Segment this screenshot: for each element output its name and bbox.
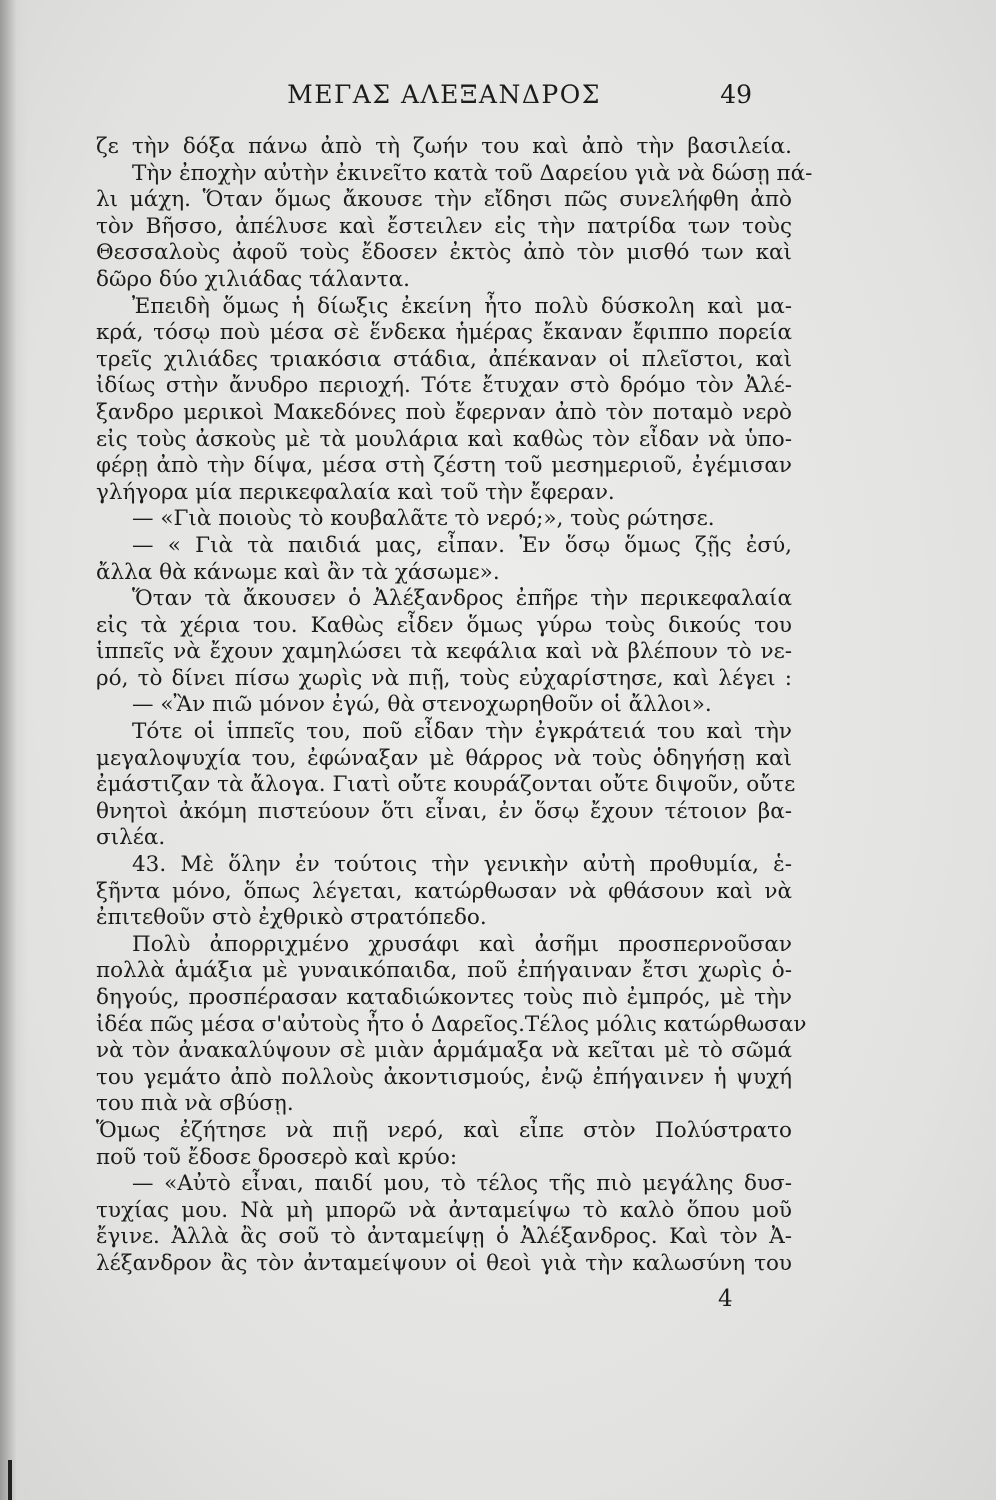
text-line: ἔγινε. Ἀλλὰ ἂς σοῦ τὸ ἀνταμείψῃ ὁ Ἀλέξανδρος. Καὶ τὸν Ἀ- [96,1224,792,1250]
text-line: εἰς τοὺς ἀσκοὺς μὲ τὰ μουλάρια καὶ καθὼς τὸν εἶδαν νὰ ὑπο- [96,426,792,452]
text-line: ξῆντα μόνο, ὅπως λέγεται, κατώρθωσαν νὰ φθάσουν καὶ νὰ [96,878,792,904]
text-line: του πιὰ νὰ σβύσῃ. [96,1091,294,1117]
body-text [96,134,813,1278]
text-line: ἐπιτεθοῦν στὸ ἐχθρικὸ στρατόπεδο. [96,905,487,931]
text-line: κρά, τόσῳ ποὺ μέσα σὲ ἕνδεκα ἡμέρας ἔκαναν ἔφιππο πορεία [96,320,792,346]
text-line: Ὅμως ἐζήτησε νὰ πιῇ νερό, καὶ εἶπε στὸν Πολύστρατο [96,1117,792,1143]
text-line: ποῦ τοῦ ἔδοσε δροσερὸ καὶ κρύο: [96,1144,458,1170]
text-line: — «Αὐτὸ εἶναι, παιδί μου, τὸ τέλος τῆς πιὸ μεγάλης δυσ- [132,1171,792,1197]
text-line: — «Ἂν πιῶ μόνον ἐγώ, θὰ στενοχωρηθοῦν οἱ ἄλλοι». [132,692,712,718]
text-line: Πολὺ ἀπορριχμένο χρυσάφι καὶ ἀσῆμι προσπερνοῦσαν [132,931,792,957]
text-line: — « Γιὰ τὰ παιδιά μας, εἶπαν. Ἐν ὅσῳ ὅμως ζῇς ἐσύ, [132,532,792,558]
text-line: ρό, τὸ δίνει πίσω χωρὶς νὰ πιῇ, τοὺς εὐχαρίστησε, καὶ λέγει : [96,665,792,691]
text-line: 43. Μὲ ὅλην ἐν τούτοις τὴν γενικὴν αὐτὴ προθυμία, ἑ- [132,852,792,878]
text-line: δηγούς, προσπέρασαν καταδιώκοντες τοὺς πιὸ ἐμπρός, μὲ τὴν [96,985,792,1010]
text-line: γλήγορα μία περικεφαλαία καὶ τοῦ τὴν ἔφεραν. [96,479,615,505]
text-line: ἄλλα θὰ κάνωμε καὶ ἂν τὰ χάσωμε». [96,559,500,585]
text-line: του γεμάτο ἀπὸ πολλοὺς ἀκοντισμούς, ἐνῷ ἐπήγαινεν ἡ ψυχή [96,1064,792,1090]
text-line: τυχίας μου. Νὰ μὴ μπορῶ νὰ ἀνταμείψω τὸ καλὸ ὅπου μοῦ [96,1197,792,1223]
page-header [96,80,792,120]
text-line: πολλὰ ἁμάξια μὲ γυναικόπαιδα, ποῦ ἐπήγαιναν ἔτσι χωρὶς ὁ- [96,958,792,984]
text-line: Τότε οἱ ἱππεῖς του, ποῦ εἶδαν τὴν ἐγκράτειά του καὶ τὴν [132,719,792,745]
text-line: ἐμάστιζαν τὰ ἄλογα. Γιατὶ οὔτε κουράζονται οὔτε διψοῦν, οὔτε [96,772,796,798]
text-line: ἰδέα πῶς μέσα σ'αὐτοὺς ἦτο ὁ Δαρεῖος.Τέλος μόλις κατώρθωσαν [96,1011,807,1037]
text-line: εἰς τὰ χέρια του. Καθὼς εἶδεν ὅμως γύρω τοὺς δικούς του [96,612,792,638]
signature-mark: 4 [718,1286,733,1312]
text-line: τρεῖς χιλιάδες τριακόσια στάδια, ἀπέκαναν οἱ πλεῖστοι, καὶ [96,346,792,372]
text-line: σιλέα. [96,825,166,851]
text-line: ἱππεῖς νὰ ἔχουν χαμηλώσει τὰ κεφάλια καὶ νὰ βλέπουν τὸ νε- [96,639,792,665]
text-line: Ἐπειδὴ ὅμως ἡ δίωξις ἐκείνη ἦτο πολὺ δύσκολη καὶ μα- [132,293,792,319]
text-line: φέρῃ ἀπὸ τὴν δίψα, μέσα στὴ ζέστη τοῦ μεσημεριοῦ, ἐγέμισαν [96,453,792,479]
text-line: λι μάχη. Ὅταν ὅμως ἄκουσε τὴν εἴδησι πῶς συνελήφθη ἀπὸ [96,187,792,213]
text-line: τὸν Βῆσσο, ἀπέλυσε καὶ ἔστειλεν εἰς τὴν πατρίδα των τοὺς [96,213,792,239]
text-line: μεγαλοψυχία του, ἐφώναξαν μὲ θάρρος νὰ τοὺς ὁδηγήσῃ καὶ [96,745,792,771]
binding-edge-mark [8,1460,12,1500]
text-line: ζε τὴν δόξα πάνω ἀπὸ τὴ ζωήν του καὶ ἀπὸ τὴν βασιλεία. [96,134,792,159]
text-line: νὰ τὸν ἀνακαλύψουν σὲ μιὰν ἁρμάμαξα νὰ κεῖται μὲ τὸ σῶμά [96,1038,792,1064]
text-line: — «Γιὰ ποιοὺς τὸ κουβαλᾶτε τὸ νερό;», τοὺς ρώτησε. [132,506,715,532]
text-line: δῶρο δύο χιλιάδας τάλαντα. [96,266,410,292]
text-line: Θεσσαλοὺς ἀφοῦ τοὺς ἔδοσεν ἐκτὸς ἀπὸ τὸν μισθό των καὶ [96,240,792,266]
page-number: 49 [720,80,752,109]
text-line: λέξανδρον ἂς τὸν ἀνταμείψουν οἱ θεοὶ γιὰ τὴν καλωσύνη του [96,1250,792,1276]
text-line: Τὴν ἐποχὴν αὐτὴν ἐκινεῖτο κατὰ τοῦ Δαρείου γιὰ νὰ δώσῃ πά- [132,160,813,186]
text-line: ἰδίως στὴν ἄνυδρο περιοχή. Τότε ἔτυχαν στὸ δρόμο τὸν Ἀλέ- [96,373,792,399]
text-line: θνητοὶ ἀκόμη πιστεύουν ὅτι εἶναι, ἐν ὅσῳ ἔχουν τέτοιον βα- [96,798,792,824]
text-line: ξανδρο μερικοὶ Μακεδόνες ποὺ ἔφερναν ἀπὸ τὸν ποταμὸ νερὸ [96,399,792,425]
running-title: ΜΕΓΑΣ ΑΛΕΞΑΝΔΡΟΣ [287,80,601,109]
text-line: Ὅταν τὰ ἄκουσεν ὁ Ἀλέξανδρος ἐπῆρε τὴν περικεφαλαία [132,586,792,612]
